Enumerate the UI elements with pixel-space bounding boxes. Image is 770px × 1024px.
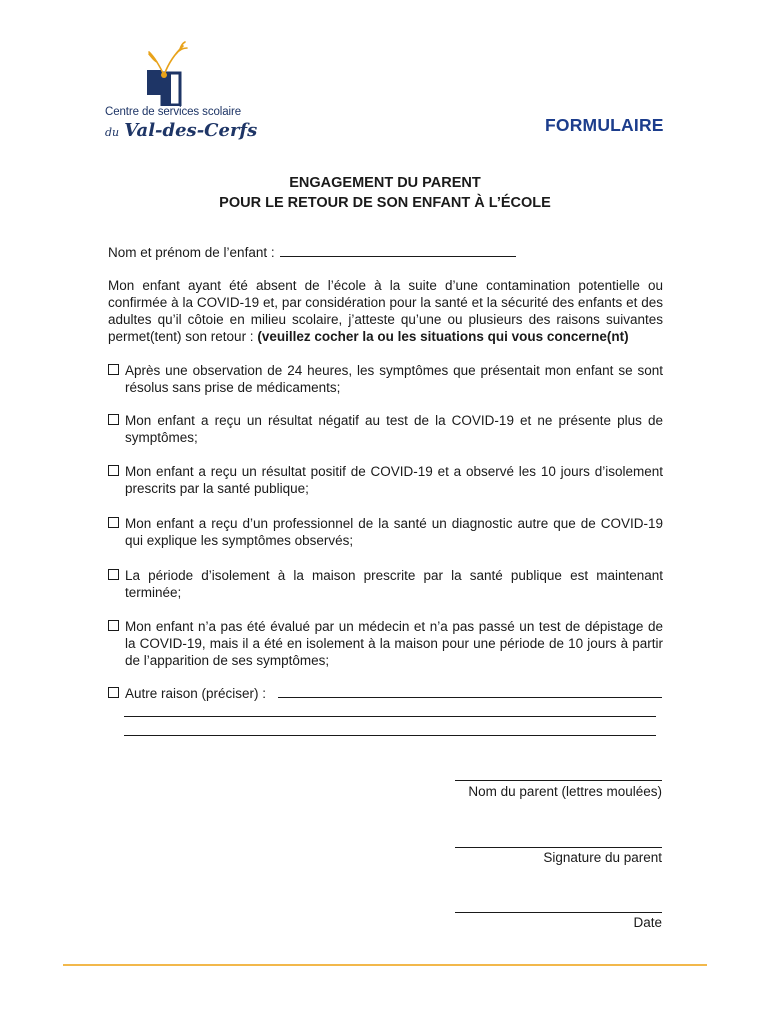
parent-signature-label: Signature du parent [543, 850, 662, 865]
checkbox[interactable] [108, 517, 119, 528]
checkbox[interactable] [108, 687, 119, 698]
child-name-blank[interactable] [280, 244, 516, 257]
intro-text: Mon enfant ayant été absent de l’école à la suite d’une contamination potentielle ou confirmée à la COVID-19 et, par considération pour la santé et la sécurité des enfants et des adultes qu’il côtoie en milieu scolaire, j’atteste qu’une ou plusieurs des raisons suivantes permet(tent) son retour : [108, 278, 663, 344]
heading-line-1: ENGAGEMENT DU PARENT [289, 175, 481, 191]
option-text: Mon enfant a reçu un résultat négatif au test de la COVID-19 et ne présente plus de symptômes; [125, 413, 663, 445]
checkbox[interactable] [108, 465, 119, 476]
option-text: Mon enfant n’a pas été évalué par un médecin et n’a pas passé un test de dépistage de la COVID-19, mais il a été en isolement à la maison pour une période de 10 jours à partir de l’apparition de ses symptômes; [125, 619, 663, 668]
intro-instruction: (veuillez cocher la ou les situations qui vous concerne(nt) [257, 329, 629, 344]
option-other[interactable] [108, 685, 663, 702]
footer-divider [63, 964, 707, 966]
child-name-field[interactable] [108, 244, 516, 261]
option-2[interactable] [108, 412, 663, 446]
logo-name: Val-des-Cerfs [124, 120, 258, 141]
parent-name-label: Nom du parent (lettres moulées) [468, 784, 662, 799]
option-3[interactable] [108, 463, 663, 497]
form-label: FORMULAIRE [545, 115, 664, 135]
checkbox[interactable] [108, 414, 119, 425]
date-line[interactable] [455, 912, 662, 913]
checkbox[interactable] [108, 364, 119, 375]
other-reason-line-1[interactable] [278, 697, 662, 698]
parent-name-line[interactable] [455, 780, 662, 781]
other-reason-label: Autre raison (préciser) : [125, 686, 267, 701]
option-4[interactable] [108, 515, 663, 549]
school-logo [103, 40, 258, 150]
option-text: La période d’isolement à la maison prescrite par la santé publique est maintenant terminée; [125, 568, 663, 600]
logo-emblem-icon [131, 40, 201, 106]
option-text: Mon enfant a reçu d’un professionnel de la santé un diagnostic autre que de COVID-19 qui explique les symptômes observés; [125, 516, 663, 548]
logo-org-line: Centre de services scolaire [105, 106, 241, 118]
logo-prefix: du [105, 126, 120, 139]
heading-line-2: POUR LE RETOUR DE SON ENFANT À L’ÉCOLE [219, 195, 551, 211]
other-reason-line-3[interactable] [124, 735, 656, 736]
intro-paragraph [108, 277, 663, 345]
child-name-label: Nom et prénom de l’enfant : [108, 245, 275, 260]
option-1[interactable] [108, 362, 663, 396]
option-6[interactable] [108, 618, 663, 669]
option-text: Après une observation de 24 heures, les symptômes que présentait mon enfant se sont résolus sans prise de médicaments; [125, 363, 663, 395]
date-label: Date [633, 915, 662, 930]
checkbox[interactable] [108, 569, 119, 580]
logo-name-line [105, 120, 257, 141]
option-text: Mon enfant a reçu un résultat positif de COVID-19 et a observé les 10 jours d’isolement prescrits par la santé publique; [125, 464, 663, 496]
other-reason-line-2[interactable] [124, 716, 656, 717]
parent-signature-line[interactable] [455, 847, 662, 848]
checkbox[interactable] [108, 620, 119, 631]
option-5[interactable] [108, 567, 663, 601]
